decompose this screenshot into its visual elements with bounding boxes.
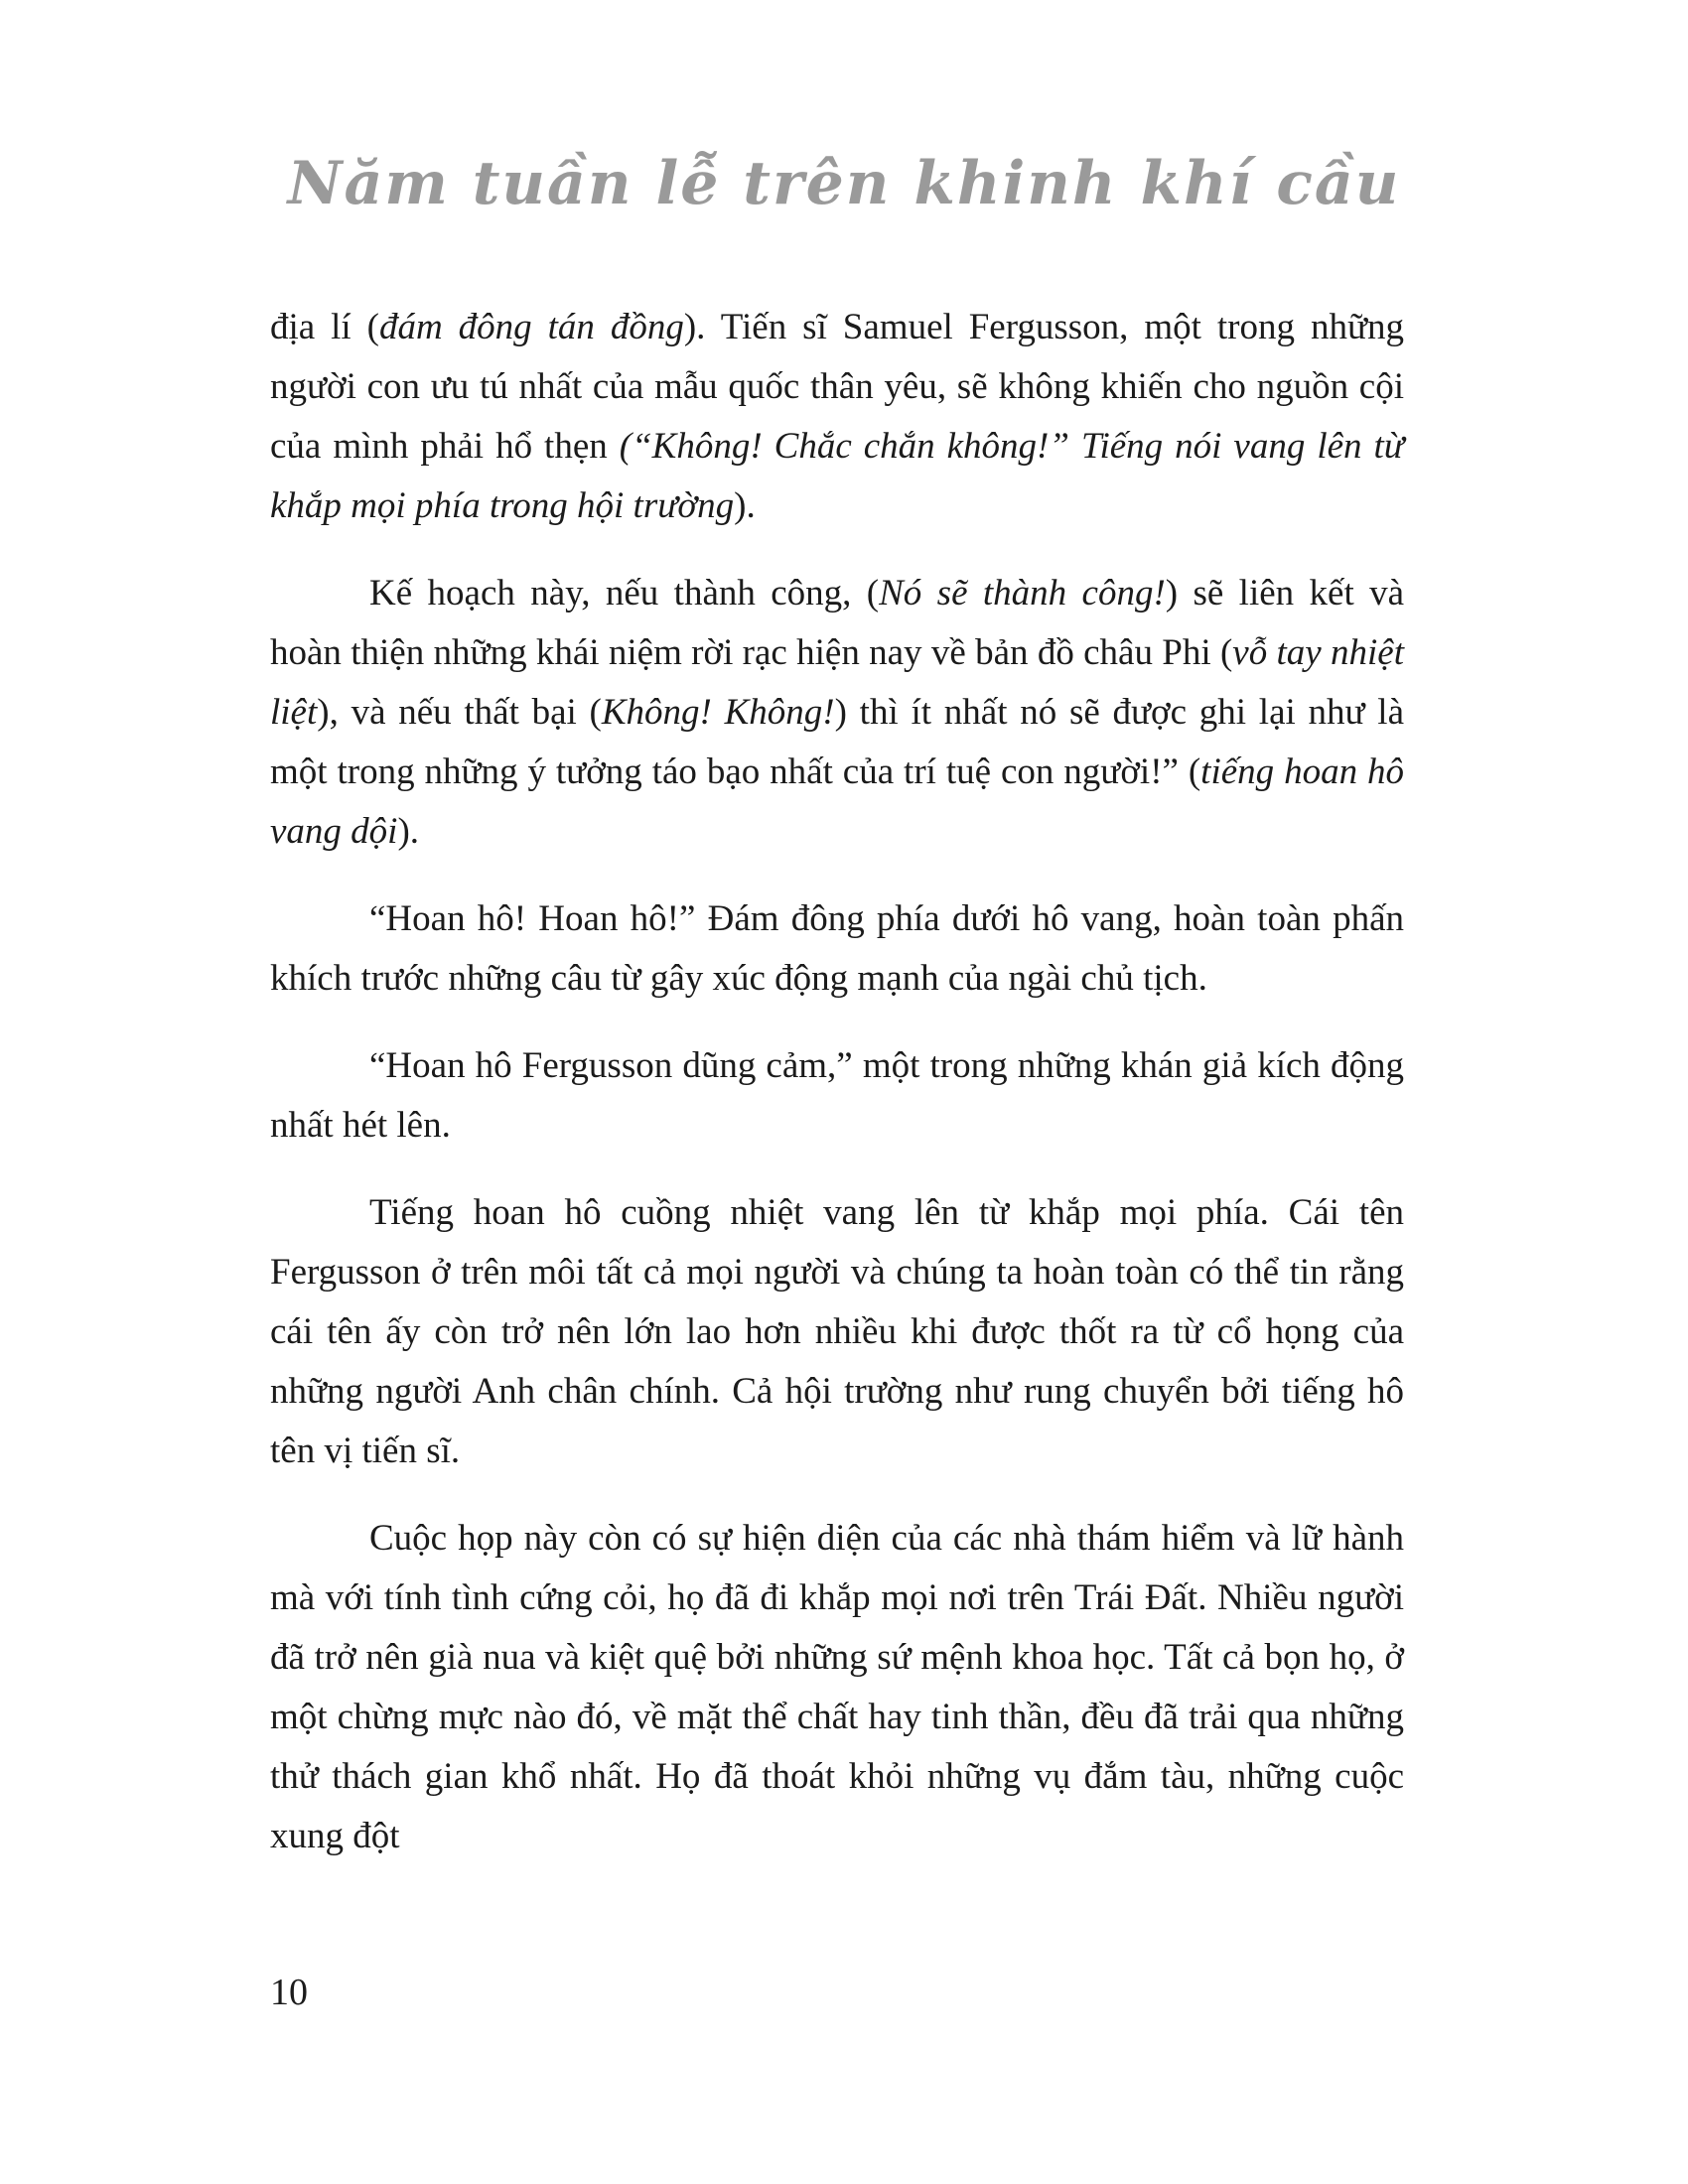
text-run: Tiếng hoan hô cuồng nhiệt vang lên từ khắp mọi phía. Cái tên Fergusson ở trên môi tất cả mọi người và chúng ta hoàn toàn có thể tin rằng cái tên ấy còn trở nên lớn lao hơn nhiều khi được thốt ra từ cổ họng của những người Anh chân chính. Cả hội trường như rung chuyển bởi tiếng hô tên vị tiến sĩ. [270,1192,1404,1471]
italic-run: đám đông tán đồng [379,307,684,347]
italic-run: Nó sẽ thành công! [879,573,1166,614]
paragraph [270,564,1404,862]
text-run: “Hoan hô! Hoan hô!” Đám đông phía dưới hô vang, hoàn toàn phấn khích trước những câu từ gây xúc động mạnh của ngài chủ tịch. [270,898,1404,999]
text-run: địa lí ( [270,307,379,347]
italic-run: Không! Không! [601,692,835,733]
paragraph [270,1183,1404,1481]
italic-run: tiếng hoan hô vang dội [270,751,1404,852]
text-run: ). [397,811,420,852]
text-run: ) sẽ liên kết và hoàn thiện những khái niệm rời rạc hiện nay về bản đồ châu Phi ( [270,573,1405,673]
running-header-title: Năm tuần lễ trên khinh khí cầu [287,149,1401,218]
paragraph [270,298,1404,536]
italic-run: (“Không! Chắc chắn không!” Tiếng nói vang lên từ khắp mọi phía trong hội trường [270,426,1404,526]
text-run: ) thì ít nhất nó sẽ được ghi lại như là một trong những ý tưởng táo bạo nhất của trí tuệ con người!” ( [270,692,1405,792]
text-run: ). [734,485,756,526]
paragraph [270,889,1404,1009]
page-number: 10 [270,1972,308,2013]
text-run: Cuộc họp này còn có sự hiện diện của các nhà thám hiểm và lữ hành mà với tính tình cứng cỏi, họ đã đi khắp mọi nơi trên Trái Đất. Nhiều người đã trở nên già nua và kiệt quệ bởi những sứ mệnh khoa học. Tất cả bọn họ, ở một chừng mực nào đó, về mặt thể chất hay tinh thần, đều đã trải qua những thử thách gian khổ nhất. Họ đã thoát khỏi những vụ đắm tàu, những cuộc xung đột [270,1518,1404,1856]
paragraph [270,1036,1404,1156]
italic-run: vỗ tay nhiệt liệt [270,632,1405,733]
text-run: “Hoan hô Fergusson dũng cảm,” một trong những khán giả kích động nhất hét lên. [270,1045,1404,1146]
text-run: ), và nếu thất bại ( [317,692,602,733]
text-run: Kế hoạch này, nếu thành công, ( [369,573,880,614]
paragraph [270,1509,1404,1866]
page-body [270,298,1404,1894]
text-run: ). Tiến sĩ Samuel Fergusson, một trong những người con ưu tú nhất của mẫu quốc thân yêu, sẽ không khiến cho nguồn cội của mình phải hổ thẹn [270,307,1405,467]
